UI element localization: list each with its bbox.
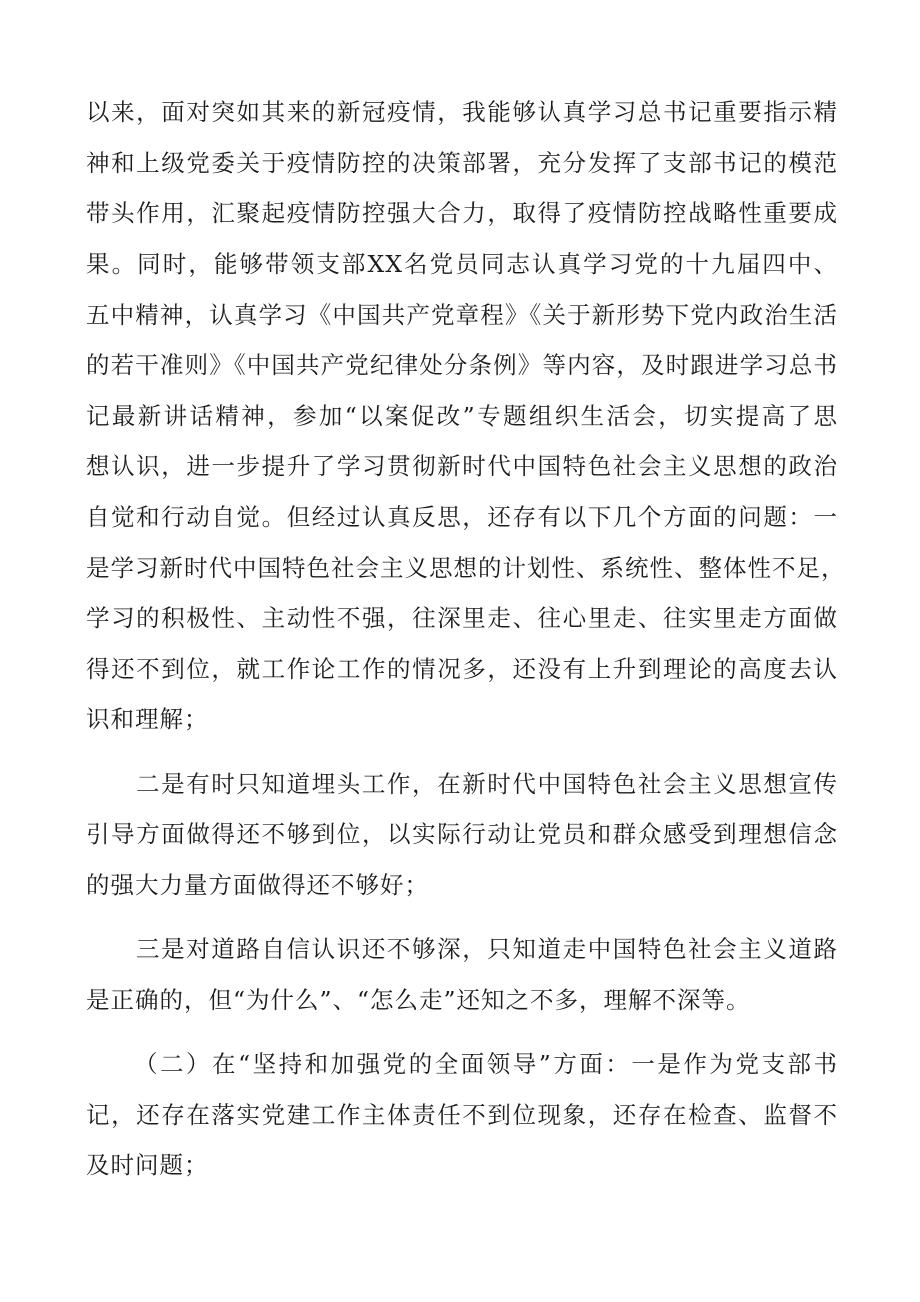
- text-line: 的若干准则》《中国共产党纪律处分条例》等内容，及时跟进学习总书: [86, 351, 838, 379]
- text-line: 以来，面对突如其来的新冠疫情，我能够认真学习总书记重要指示精: [86, 98, 838, 126]
- text-line: 记，还存在落实党建工作主体责任不到位现象，还存在检查、监督不: [86, 1101, 838, 1129]
- text-line: 二是有时只知道埋头工作，在新时代中国特色社会主义思想宣传: [136, 770, 838, 798]
- text-line: 是正确的，但“为什么”、“怎么走”还知之不多，理解不深等。: [86, 986, 751, 1014]
- text-line: 及时问题；: [86, 1151, 209, 1179]
- text-line: 引导方面做得还不够到位，以实际行动让党员和群众感受到理想信念: [86, 820, 838, 848]
- text-line: 识和理解；: [86, 705, 209, 733]
- text-line: 想认识，进一步提升了学习贯彻新时代中国特色社会主义思想的政治: [86, 452, 838, 480]
- text-line: 记最新讲话精神，参加“以案促改”专题组织生活会，切实提高了思: [86, 402, 838, 430]
- text-line: （二）在“坚持和加强党的全面领导”方面：一是作为党支部书: [134, 1050, 838, 1078]
- text-line: 果。同时，能够带领支部XX名党员同志认真学习党的十九届四中、: [86, 250, 838, 278]
- text-line: 自觉和行动自觉。但经过认真反思，还存有以下几个方面的问题：一: [86, 503, 838, 531]
- text-line: 的强大力量方面做得还不够好；: [86, 871, 429, 899]
- text-line: 是学习新时代中国特色社会主义思想的计划性、系统性、整体性不足，: [86, 554, 846, 582]
- text-line: 神和上级党委关于疫情防控的决策部署，充分发挥了支部书记的模范: [86, 149, 838, 177]
- text-line: 带头作用，汇聚起疫情防控强大合力，取得了疫情防控战略性重要成: [86, 199, 838, 227]
- text-line: 得还不到位，就工作论工作的情况多，还没有上升到理论的高度去认: [86, 655, 838, 683]
- text-line: 三是对道路自信认识还不够深，只知道走中国特色社会主义道路: [136, 935, 838, 963]
- text-line: 学习的积极性、主动性不强，往深里走、往心里走、往实里走方面做: [86, 604, 838, 632]
- text-line: 五中精神，认真学习《中国共产党章程》《关于新形势下党内政治生活: [86, 301, 838, 329]
